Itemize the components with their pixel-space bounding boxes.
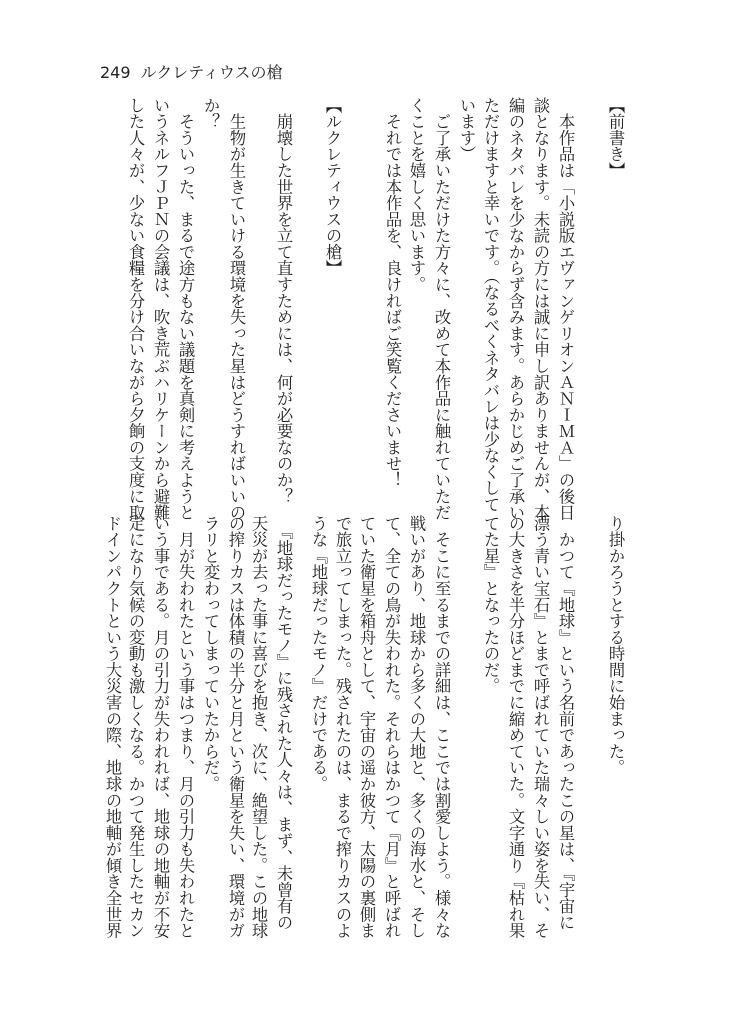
running-header	[100, 60, 292, 83]
text-line-upper: 本作品は「小説版エヴァンゲリオンＡＮＩＭＡ」の後日	[556, 97, 575, 521]
text-line-lower: 『地球だったモノ』に残された人々は、まず、未曾有の	[274, 515, 293, 931]
text-line-lower: いう事である。月の引力が失われれば、地球の地軸が不安	[151, 515, 170, 939]
text-line-lower: ラリと変わってしまっていたからだ。	[201, 515, 220, 792]
text-line-upper: 崩壊した世界を立て直すためには、何が必要なのか？	[274, 97, 293, 505]
text-line-lower: て、全ての鳥が失われた。それらはかつて『月』と呼ばれ	[382, 515, 401, 939]
text-line-lower: うな『地球だったモノ』だけである。	[309, 515, 328, 792]
text-line-lower: 漂う青い宝石』とまで呼ばれていた瑞々しい姿を失い、そ	[531, 515, 550, 939]
text-line-upper: 談となります。未読の方には誠に申し訳ありませんが、本	[531, 97, 550, 521]
text-line-upper: そういった、まるで途方もない議題を真剣に考えようと	[176, 97, 195, 521]
chapter-title: ルクレティウスの槍	[140, 63, 283, 82]
text-line-upper: いうネルフＪＰＮの会議は、吹き荒ぶハリケーンから避難	[151, 97, 170, 521]
text-line-lower: ドインパクトという大災害の際、地球の地軸が傾き全世界	[103, 515, 122, 939]
text-line-lower: で旅立ってしまった。残されたのは、まるで搾りカスのよ	[333, 515, 352, 939]
page-number: 249	[100, 63, 131, 82]
text-line-lower: 戦いがあり、地球から多くの大地と、多くの海水と、そし	[407, 515, 426, 939]
text-line-lower: の大きさを半分ほどまでに縮めていた。文字通り『枯れ果	[506, 515, 525, 939]
text-line-upper: ご了承いただけた方々に、改めて本作品に触れていただ	[432, 97, 451, 521]
text-line-upper: 編のネタバレを少なからず含みます。あらかじめご了承い	[506, 97, 525, 521]
text-line-lower: ていた衛星を箱舟として、宇宙の遥か彼方、太陽の裏側ま	[357, 515, 376, 939]
text-line-upper: 生物が生きていける環境を失った星はどうすればいいの	[227, 97, 246, 521]
text-line-upper: 【前書き】	[606, 97, 625, 179]
text-line-upper: した人々が、少ない食糧を分け合いながら夕餉の支度に取	[126, 97, 145, 521]
text-line-upper: います）	[457, 97, 476, 163]
text-line-lower: そこに至るまでの詳細は、ここでは割愛しよう。様々な	[432, 515, 451, 939]
text-line-lower: 定になり気候の変動も激しくなる。かつて発生したセカン	[126, 515, 145, 939]
text-line-upper: くことを嬉しく思います。	[407, 97, 426, 293]
text-line-lower: 月が失われたという事はつまり、月の引力も失われたと	[176, 515, 195, 939]
text-line-lower: かつて『地球』という名前であったこの星は、『宇宙に	[556, 515, 575, 931]
text-line-lower: の搾りカスは体積の半分と月という衛星を失い、環境がガ	[226, 515, 245, 939]
text-line-lower: 天災が去った事に喜びを抱き、次に、絶望した。この地球	[249, 515, 268, 939]
text-line-lower: り掛かろうとする時間に始まった。	[606, 515, 625, 776]
text-line-lower: てた星』となったのだ。	[481, 515, 500, 695]
text-line-upper: ただけますと幸いです。（なるべくネタバレは少なくして	[481, 97, 500, 513]
text-line-upper: 【ルクレティウスの槍】	[323, 97, 342, 277]
text-line-upper: か？	[201, 97, 220, 130]
text-line-upper: それでは本作品を、良ければご笑覧くださいませ！	[383, 97, 402, 488]
